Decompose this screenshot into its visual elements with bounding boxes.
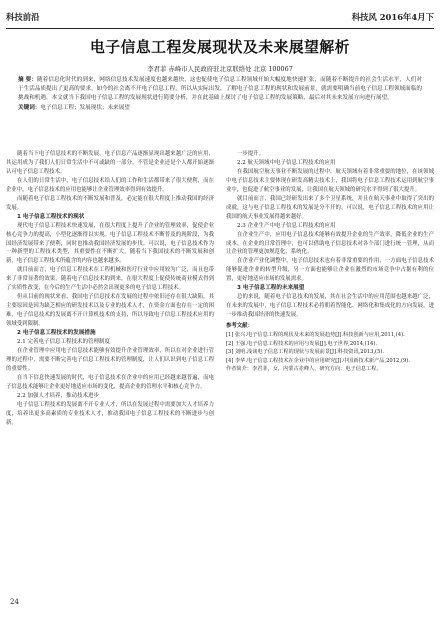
- page-number: 24: [10, 598, 19, 606]
- running-header: [6, 6, 434, 29]
- body-paragraph: 在企业生产中，应用电子信息技术能够有效提升企业的生产效率，降低企业的生产成本，在企业的日常管理中，也可以借助电子信息技术对各个部门进行统一管理，从而让企业的管理更加规范化、系统化。: [226, 231, 434, 256]
- references-heading: 参考文献：: [226, 323, 253, 330]
- left-column: [6, 150, 214, 428]
- body-paragraph: 一步提升。: [237, 151, 264, 157]
- body-paragraph: 随着当下电子信息技术的不断发展，电子信息产品逐渐显现出越来越广泛的应用，其运用成为了我们人们日常生活中不可或缺的一部分。不管是企业还是个人都开始逐渐认可电子信息工程技术。: [6, 151, 214, 175]
- section-heading: 2 电子信息工程技术的发展措施: [17, 330, 96, 337]
- body-paragraph: 在企业管理中应用电子信息技术能够有效提升企业管理效率，所以在对企业进行管理的过程中，需要不断完善电子信息工程技术的管理制度，让人们认识到电子信息工程的重要性。: [6, 347, 214, 372]
- body-paragraph: 总的来说，随着电子信息技术的发展，其在社会生活中的应用范围也越来越广泛，在未来的发展中，电子信息工程技术必将朝着智能化、网络化和集成化的方向发展，进一步推动我国经济的快速发展。: [226, 294, 434, 319]
- reference-item: [3] 刘明.浅谈电子信息工程的现状与发展前景[J].科技资讯,2013,(5).: [226, 349, 385, 356]
- reference-item: 作者简介：李君菲，女，内蒙古赤峰人，研究方向：电子信息工程。: [226, 366, 382, 373]
- abstract-text: 随着信息化时代的到来，网络信息技术发展速度也越来越快，这也促使电子信息工程领域开始大幅度地快速扩张，而随着不断提升的社会生活水平，人们对于生活品质提出了更高的要求，如今的社会离不开电子信息工程，所以从实际出发，了解电子信息工程的现状和发展前景，就需要明确当前电子信息工程领域面临的挑战和机遇。本文就当下我国电子信息工程的发展现状进行简要分析，并在此基础上探讨了电子信息工程的发展策略，最后对其未来发展方向进行展望。: [18, 77, 422, 102]
- abstract-label: 摘 要：: [18, 77, 38, 83]
- body-paragraph: 但从目前的现状来看，我国电子信息技术在发展的过程中依旧还存在很大缺陷，其主要原因是因为缺乏相应的研发技术以及专业的技术人才，在资金方面也存在一定的困难，电子信息技术的发展离不开计算机技术的支持，所以导致电子信息工程技术应用的领域受到限制。: [6, 294, 214, 328]
- body-paragraph: 电子信息工程技术的发展离不开专业人才，所以在发展过程中需要加大人才培养力度，培养出更多高素质的专业技术人才，推动我国电子信息工程技术的不断进步与创新。: [6, 401, 214, 426]
- body-paragraph: 在人们的日常生活中，电子信息技术给人们的工作和生活都带来了很大便利，而在企业中，电子信息技术的应用也能够让企业管理效率得到有效提升。: [6, 177, 214, 193]
- section-heading: 1 电子信息工程技术的现状: [17, 213, 85, 220]
- journal-issue-label: 科技风 2016年4月下: [351, 12, 434, 22]
- section-heading: 2.2 加强人才培养，推动技术进步: [17, 392, 99, 399]
- body-paragraph: 现代电子信息工程技术快速发展，在很大程度上提升了企业的管理效率，促使企业核心竞争力的提高，小型化逐渐得以实现。电子信息工程技术不断普及的现阶段，为我国经济发展带来了便利，同时也推动我国经济发展的步伐。可以说，电子信息技术作为一种新型的工程技术类型，其重要性在不断扩大，随着当下我国技术的不断发展和创新，电子信息工程技术所蕴含的内容也越来越多。: [6, 222, 214, 265]
- right-column: [226, 150, 434, 374]
- section-heading: 3 电子信息工程的未来展望: [237, 285, 305, 292]
- body-paragraph: 而随着电子信息工程技术的不断发展和普及，必定能在很大程度上推动我国的经济发展。: [6, 195, 214, 211]
- keywords-text: 电子信息工程；发展现状；未来展望: [40, 104, 130, 111]
- body-paragraph: 在当下信息快速发展的时代，电子信息技术在企业中的应用已经越来越普遍，而电子信息技术能够让企业更好地适应市场的变化，提高企业的管理水平和核心竞争力。: [6, 374, 214, 390]
- reference-item: [1] 张兴.电子信息工程的现状及未来的发展趋势[J].科技创新与应用,2011,(4).: [226, 332, 405, 339]
- body-paragraph: 就目前而言，我国已经研发出来了多个卫星系统，并且在航天事业中取得了突出的成就，这与电子信息工程技术的发展是分不开的，可以说，电子信息工程技术的应用让我国的航天事业发展得越来越好。: [226, 195, 434, 220]
- journal-section-label: 科技前沿: [6, 12, 40, 22]
- abstract-block: [18, 76, 422, 113]
- body-paragraph: 在我国航空航天事业不断发展的过程中，航天领域有着非常重要的地位，在该领域中电子信息技术主要体现在研发高精尖技术上，我国将电子信息工程技术运用到航空事业中，也促进了航空事业的发展，让我国在航天领域的研究水平得到了很大提升。: [226, 168, 434, 193]
- body-paragraph: 在企业产业化调整中，电子信息技术也有着非常重要的作用，一方面电子信息技术能够促进企业的转型升级，另一方面也能够让企业在激烈的市场竞争中占据有利的位置，更好地适应市场的发展需求。: [226, 258, 434, 283]
- author-affiliation: 李君菲 赤峰市人民政府驻北京联络处 北京 100067: [147, 65, 293, 73]
- section-heading: 2.1 完善电子信息工程技术的管理制度: [17, 339, 110, 346]
- reference-item: [4] 李华.电子信息工程技术在企业中的应用研究[J].中国新技术新产品,2012,(9).: [226, 357, 410, 364]
- section-heading: 2.2 航天领域中电子信息工程技术的应用: [237, 159, 336, 166]
- article-title: 电子信息工程发展现状及未来展望解析: [89, 39, 351, 56]
- reference-item: [2] 王强.电子信息工程技术的应用与发展[J].电子世界,2014,(14).: [226, 340, 377, 347]
- body-paragraph: 就目前而言，电子信息工程技术在工程机械和医疗行业中应用较为广泛，而且也带来了非常显著的效果，随着电子信息技术的到来，在很大程度上促使传统商业模式得到了实质性改变，在今后的生产生活中必然会出现更多的电子信息工程技术。: [6, 267, 214, 292]
- section-heading: 2.3 企业生产中电子信息工程技术的应用: [237, 222, 336, 229]
- keywords-label: 关键词：: [18, 104, 41, 111]
